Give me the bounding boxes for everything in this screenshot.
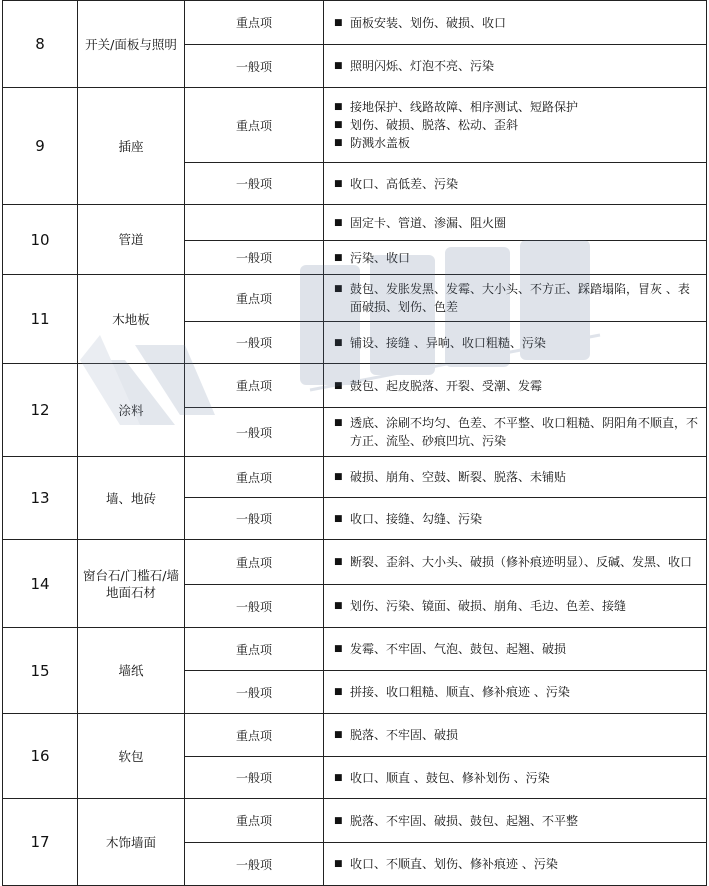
- list-item-text: 照明闪烁、灯泡不亮、污染: [350, 59, 495, 73]
- check-level: 一般项: [185, 241, 324, 275]
- check-level: 一般项: [185, 322, 324, 364]
- check-items: [324, 540, 707, 585]
- row-number: 14: [3, 540, 78, 628]
- list-item: [334, 597, 700, 615]
- bullet-square-icon: ■: [334, 557, 343, 567]
- item-name: 窗台石/门槛石/墙地面石材: [78, 540, 185, 628]
- check-level: 一般项: [185, 163, 324, 205]
- table-row: [3, 275, 707, 322]
- list-item: [334, 57, 700, 75]
- list-item: [334, 377, 700, 395]
- check-level: 一般项: [185, 671, 324, 714]
- list-item-text: 划伤、破损、脱落、松动、歪斜: [350, 118, 519, 132]
- check-items: [324, 408, 707, 457]
- table-row: [3, 1, 707, 45]
- bullet-square-icon: ■: [334, 513, 343, 524]
- table-row: [3, 364, 707, 408]
- list-item: [334, 14, 700, 32]
- row-number: 15: [3, 628, 78, 714]
- list-item: [334, 175, 700, 193]
- list-item-text: 发霉、不牢固、气泡、鼓包、起翘、破损: [350, 642, 567, 656]
- table-row: [3, 628, 707, 671]
- check-level: 重点项: [185, 275, 324, 322]
- row-number: 17: [3, 799, 78, 886]
- check-items: [324, 275, 707, 322]
- item-name: 开关/面板与照明: [78, 1, 185, 88]
- list-item-text: 破损、崩角、空鼓、断裂、脱落、未铺贴: [350, 470, 567, 484]
- row-number: 10: [3, 205, 78, 275]
- list-item-text: 透底、涂刷不均匀、色差、不平整、收口粗糙、阴阳角不顺直，不方正、流坠、砂痕凹坑、污染: [350, 416, 699, 448]
- check-items: [324, 88, 707, 163]
- row-number: 8: [3, 1, 78, 88]
- item-name: 木地板: [78, 275, 185, 364]
- bullet-square-icon: ■: [334, 217, 343, 228]
- check-level: 重点项: [185, 364, 324, 408]
- list-item-text: 断裂、歪斜、大小头、破损（修补痕迹明显）、反碱、发黑、收口: [350, 555, 693, 569]
- check-items: [324, 1, 707, 45]
- bullet-square-icon: ■: [334, 61, 343, 71]
- check-level: 重点项: [185, 799, 324, 843]
- item-name: 木饰墙面: [78, 799, 185, 886]
- list-item: [334, 249, 700, 267]
- bullet-square-icon: ■: [334, 380, 343, 391]
- inspection-table: [2, 0, 707, 886]
- list-item-text: 鼓包、发胀发黑、发霉、大小头、不方正、踩踏塌陷，冒灰 、表面破损、划伤、色差: [350, 282, 690, 314]
- table-row: [3, 205, 707, 241]
- check-items: [324, 671, 707, 714]
- row-number: 16: [3, 714, 78, 799]
- check-level: 一般项: [185, 585, 324, 628]
- check-level: 一般项: [185, 45, 324, 88]
- check-level: 重点项: [185, 714, 324, 757]
- check-items: [324, 585, 707, 628]
- check-items: [324, 364, 707, 408]
- bullet-square-icon: ■: [334, 337, 343, 348]
- check-items: [324, 498, 707, 540]
- list-item-text: 脱落、不牢固、破损、鼓包、起翘、不平整: [350, 813, 579, 828]
- bullet-square-icon: ■: [334, 730, 343, 740]
- bullet-square-icon: ■: [334, 418, 343, 428]
- check-level: 一般项: [185, 408, 324, 457]
- list-item-text: 防溅水盖板: [350, 136, 411, 150]
- item-name: 墙、地砖: [78, 457, 185, 540]
- list-item: [334, 769, 700, 787]
- list-item-text: 固定卡、管道、渗漏、阻火圈: [350, 215, 507, 230]
- item-name: 涂料: [78, 364, 185, 457]
- table-row: [3, 540, 707, 585]
- list-item: [334, 98, 700, 116]
- bullet-square-icon: ■: [334, 120, 343, 130]
- check-items: [324, 163, 707, 205]
- list-item: [334, 553, 700, 571]
- bullet-square-icon: ■: [334, 601, 343, 611]
- bullet-square-icon: ■: [334, 252, 343, 263]
- check-level: 重点项: [185, 1, 324, 45]
- item-name: 墙纸: [78, 628, 185, 714]
- list-item: [334, 683, 700, 701]
- list-item: [334, 468, 700, 486]
- list-item-text: 收口、接缝、勾缝、污染: [350, 511, 483, 526]
- check-level: 一般项: [185, 498, 324, 540]
- table-row: [3, 88, 707, 163]
- list-item-text: 收口、不顺直、划伤、修补痕迹 、污染: [350, 857, 558, 871]
- table-row: [3, 799, 707, 843]
- bullet-square-icon: ■: [334, 472, 343, 482]
- list-item: [334, 726, 700, 744]
- row-number: 12: [3, 364, 78, 457]
- check-level: 重点项: [185, 628, 324, 671]
- table-row: [3, 714, 707, 757]
- bullet-square-icon: ■: [334, 138, 343, 148]
- check-items: [324, 628, 707, 671]
- table-row: [3, 457, 707, 498]
- list-item: [334, 855, 700, 873]
- check-items: [324, 799, 707, 843]
- row-number: 9: [3, 88, 78, 205]
- list-item-text: 鼓包、起皮脱落、开裂、受潮、发霉: [350, 378, 543, 393]
- list-item: [334, 280, 700, 316]
- item-name: 插座: [78, 88, 185, 205]
- check-items: [324, 757, 707, 799]
- bullet-square-icon: ■: [334, 687, 343, 697]
- list-item: [334, 510, 700, 528]
- list-item: [334, 812, 700, 830]
- check-items: [324, 205, 707, 241]
- list-item-text: 收口、高低差、污染: [350, 176, 459, 191]
- list-item-text: 接地保护、线路故障、相序测试、短路保护: [350, 100, 579, 114]
- bullet-square-icon: ■: [334, 859, 343, 869]
- list-item: [334, 214, 700, 232]
- bullet-square-icon: ■: [334, 772, 343, 783]
- check-items: [324, 322, 707, 364]
- check-level: 一般项: [185, 757, 324, 799]
- bullet-square-icon: ■: [334, 284, 343, 294]
- list-item-text: 面板安装、划伤、破损、收口: [350, 15, 507, 30]
- check-items: [324, 843, 707, 886]
- row-number: 13: [3, 457, 78, 540]
- check-level: 重点项: [185, 540, 324, 585]
- check-items: [324, 714, 707, 757]
- item-name: 软包: [78, 714, 185, 799]
- list-item-text: 污染、收口: [350, 250, 411, 265]
- bullet-square-icon: ■: [334, 178, 343, 189]
- check-items: [324, 241, 707, 275]
- list-item: [334, 116, 700, 134]
- list-item: [334, 414, 700, 450]
- check-level: 重点项: [185, 88, 324, 163]
- bullet-square-icon: ■: [334, 17, 343, 28]
- list-item-text: 拼接、收口粗糙、顺直、修补痕迹 、污染: [350, 685, 570, 699]
- bullet-square-icon: ■: [334, 644, 343, 654]
- list-item: [334, 640, 700, 658]
- check-items: [324, 45, 707, 88]
- row-number: 11: [3, 275, 78, 364]
- list-item-text: 铺设、接缝 、异响、收口粗糙、污染: [350, 335, 546, 350]
- list-item-text: 收口、顺直 、鼓包、修补划伤 、污染: [350, 770, 550, 785]
- check-level: 重点项: [185, 457, 324, 498]
- check-level: 一般项: [185, 843, 324, 886]
- bullet-square-icon: ■: [334, 815, 343, 826]
- list-item: [334, 134, 700, 152]
- list-item-text: 划伤、污染、镜面、破损、崩角、毛边、色差、接缝: [350, 599, 627, 613]
- check-level: [185, 205, 324, 241]
- list-item-text: 脱落、不牢固、破损: [350, 728, 459, 742]
- item-name: 管道: [78, 205, 185, 275]
- check-items: [324, 457, 707, 498]
- list-item: [334, 334, 700, 352]
- bullet-square-icon: ■: [334, 102, 343, 112]
